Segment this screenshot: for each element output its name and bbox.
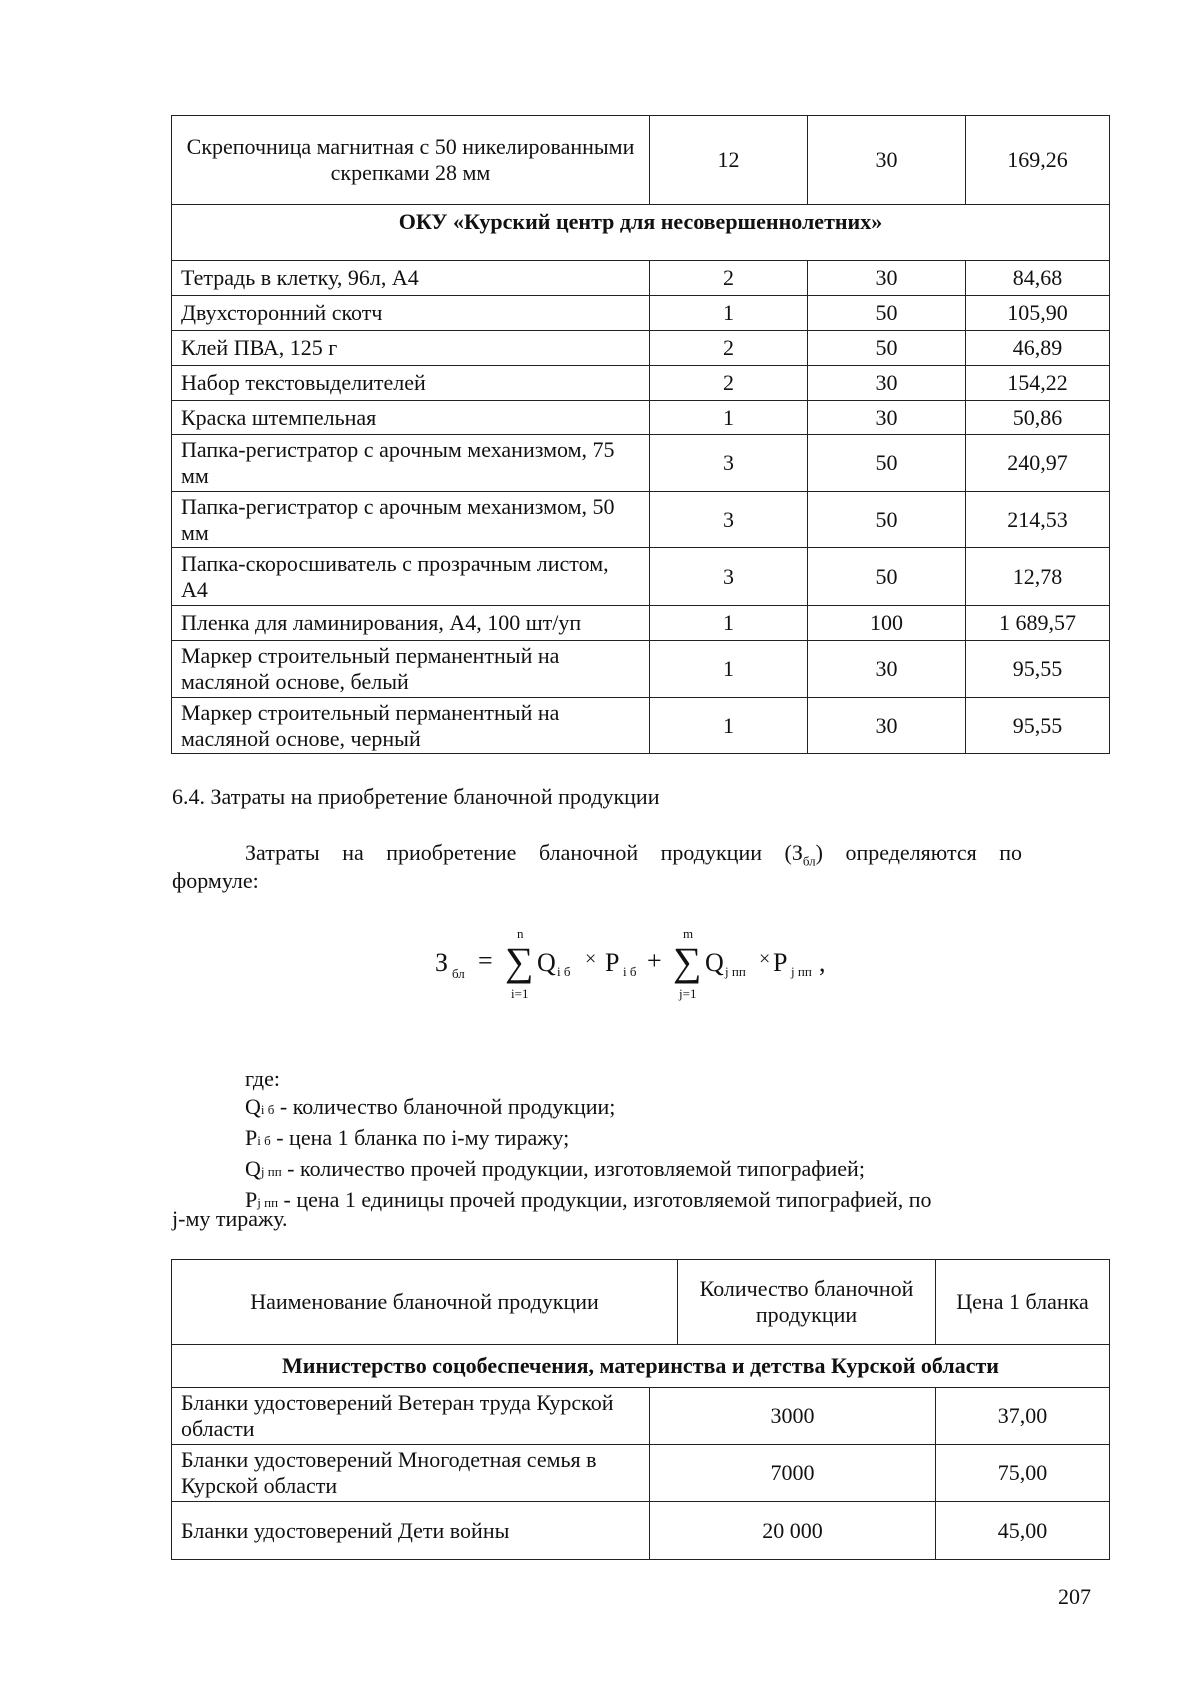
item-qty: 2 <box>650 366 808 401</box>
legend-continuation: j-му тиражу. <box>172 1206 288 1231</box>
f-sub: бл <box>452 966 465 981</box>
table-row <box>172 366 1110 401</box>
f-op: × <box>585 948 597 970</box>
table-row <box>172 435 1110 492</box>
f-sub: i б <box>623 964 637 979</box>
table-row <box>172 1388 1110 1445</box>
legend-item <box>245 1155 932 1186</box>
item-name: Двухсторонний скотч <box>172 296 650 331</box>
form-price: 37,00 <box>936 1388 1110 1445</box>
item-name: Клей ПВА, 125 г <box>172 331 650 366</box>
table-row <box>172 296 1110 331</box>
f-op: + <box>647 946 662 975</box>
form-name: Бланки удостоверений Дети войны <box>172 1502 650 1560</box>
paragraph-text: ) определяются по <box>815 840 1022 865</box>
form-qty: 7000 <box>650 1445 936 1502</box>
section-row <box>172 205 1110 261</box>
item-term: 30 <box>808 698 966 754</box>
sum-icon: ∑ <box>673 939 702 984</box>
legend-text: - количество прочей продукции, изготовляемой типографией; <box>281 1156 865 1181</box>
item-qty: 2 <box>650 331 808 366</box>
item-term: 30 <box>808 366 966 401</box>
item-price: 105,90 <box>966 296 1110 331</box>
item-name: Набор текстовыделителей <box>172 366 650 401</box>
item-name: Тетрадь в клетку, 96л, А4 <box>172 261 650 296</box>
f-eq: = <box>478 946 493 975</box>
f-lhs: З <box>435 948 449 977</box>
table-row <box>172 401 1110 435</box>
item-price: 240,97 <box>966 435 1110 492</box>
f-p: P <box>605 948 620 977</box>
item-qty: 12 <box>650 116 808 205</box>
form-price: 45,00 <box>936 1502 1110 1560</box>
f-sub: j=1 <box>679 986 697 1001</box>
f-q: Q <box>705 948 724 977</box>
legend-text: - цена 1 бланка по i-му тиражу; <box>270 1125 570 1150</box>
table-row <box>172 606 1110 641</box>
item-term: 50 <box>808 492 966 548</box>
table-row <box>172 1502 1110 1560</box>
item-term: 100 <box>808 606 966 641</box>
item-name: Папка-регистратор с арочным механизмом, 50 мм <box>172 492 650 548</box>
section-title: ОКУ «Курский центр для несовершеннолетних» <box>172 205 1110 261</box>
item-price: 46,89 <box>966 331 1110 366</box>
item-price: 154,22 <box>966 366 1110 401</box>
item-term: 50 <box>808 331 966 366</box>
column-header: Количество бланочной продукции <box>678 1260 936 1345</box>
legend-symbol: P <box>245 1187 258 1212</box>
item-term: 50 <box>808 548 966 606</box>
f-sub: j пп <box>725 964 746 979</box>
legend-symbol: Q <box>245 1094 261 1119</box>
legend-sub: i б <box>260 1102 275 1117</box>
legend-item <box>245 1124 932 1155</box>
f-sub: i б <box>557 964 571 979</box>
legend-sub: i б <box>257 1133 271 1148</box>
f-sub: j пп <box>791 964 812 979</box>
item-term: 30 <box>808 116 966 205</box>
column-header: Цена 1 бланка <box>936 1260 1110 1345</box>
item-price: 1 689,57 <box>966 606 1110 641</box>
table-row <box>172 698 1110 754</box>
table-row <box>172 331 1110 366</box>
paragraph-text: Затраты на приобретение бланочной продукции (З <box>245 840 803 865</box>
f-comma: , <box>819 948 826 977</box>
f-sub: i=1 <box>511 986 529 1001</box>
formula <box>435 920 855 1000</box>
item-price: 84,68 <box>966 261 1110 296</box>
section-heading: 6.4. Затраты на приобретение бланочной продукции <box>172 784 660 809</box>
supplies-table <box>171 115 1110 754</box>
item-qty: 3 <box>650 492 808 548</box>
f-sub: m <box>683 926 694 941</box>
item-qty: 1 <box>650 698 808 754</box>
legend-sub: j пп <box>257 1195 279 1210</box>
item-price: 50,86 <box>966 401 1110 435</box>
table-row <box>172 641 1110 698</box>
item-qty: 1 <box>650 296 808 331</box>
legend-item <box>245 1186 932 1217</box>
form-name: Бланки удостоверений Ветеран труда Курской области <box>172 1388 650 1445</box>
paragraph <box>172 839 1022 875</box>
section-row <box>172 1345 1110 1388</box>
f-sub: n <box>517 926 524 941</box>
paragraph-sub: бл <box>802 853 816 869</box>
item-price: 214,53 <box>966 492 1110 548</box>
sum-icon: ∑ <box>505 939 534 984</box>
item-term: 50 <box>808 435 966 492</box>
table-row <box>172 492 1110 548</box>
form-qty: 3000 <box>650 1388 936 1445</box>
page-number: 207 <box>1058 1584 1091 1609</box>
item-qty: 1 <box>650 401 808 435</box>
legend-text: - цена 1 единицы прочей продукции, изготовляемой типографией, по <box>278 1187 932 1212</box>
legend-symbol: P <box>245 1125 258 1150</box>
item-qty: 3 <box>650 435 808 492</box>
item-name: Маркер строительный перманентный на масляной основе, белый <box>172 641 650 698</box>
paragraph-text: формуле: <box>172 868 259 893</box>
header-row <box>172 1260 1110 1345</box>
item-qty: 1 <box>650 641 808 698</box>
item-qty: 3 <box>650 548 808 606</box>
item-term: 30 <box>808 641 966 698</box>
item-price: 12,78 <box>966 548 1110 606</box>
item-term: 30 <box>808 261 966 296</box>
item-name: Краска штемпельная <box>172 401 650 435</box>
form-price: 75,00 <box>936 1445 1110 1502</box>
item-price: 95,55 <box>966 641 1110 698</box>
f-op: × <box>759 948 771 970</box>
forms-table <box>171 1259 1110 1560</box>
item-price: 95,55 <box>966 698 1110 754</box>
legend-item <box>245 1093 932 1124</box>
item-term: 30 <box>808 401 966 435</box>
item-name: Маркер строительный перманентный на масляной основе, черный <box>172 698 650 754</box>
f-q: Q <box>537 948 556 977</box>
item-name: Папка-регистратор с арочным механизмом, 75 мм <box>172 435 650 492</box>
column-header: Наименование бланочной продукции <box>172 1260 678 1345</box>
legend-symbol: Q <box>245 1156 261 1181</box>
form-name: Бланки удостоверений Многодетная семья в Курской области <box>172 1445 650 1502</box>
item-qty: 2 <box>650 261 808 296</box>
item-qty: 1 <box>650 606 808 641</box>
item-name: Скрепочница магнитная с 50 никелированными скрепками 28 мм <box>172 116 650 205</box>
f-p: P <box>773 948 788 977</box>
legend-text: - количество бланочной продукции; <box>274 1094 616 1119</box>
table-row <box>172 261 1110 296</box>
table-row <box>172 548 1110 606</box>
item-term: 50 <box>808 296 966 331</box>
form-qty: 20 000 <box>650 1502 936 1560</box>
legend-sub: j пп <box>260 1164 282 1179</box>
table-row <box>172 116 1110 205</box>
section-title: Министерство соцобеспечения, материнства и детства Курской области <box>172 1345 1110 1388</box>
item-name: Папка-скоросшиватель с прозрачным листом, А4 <box>172 548 650 606</box>
table-row <box>172 1445 1110 1502</box>
item-price: 169,26 <box>966 116 1110 205</box>
legend-where: где: <box>245 1066 280 1091</box>
item-name: Пленка для ламинирования, А4, 100 шт/уп <box>172 606 650 641</box>
